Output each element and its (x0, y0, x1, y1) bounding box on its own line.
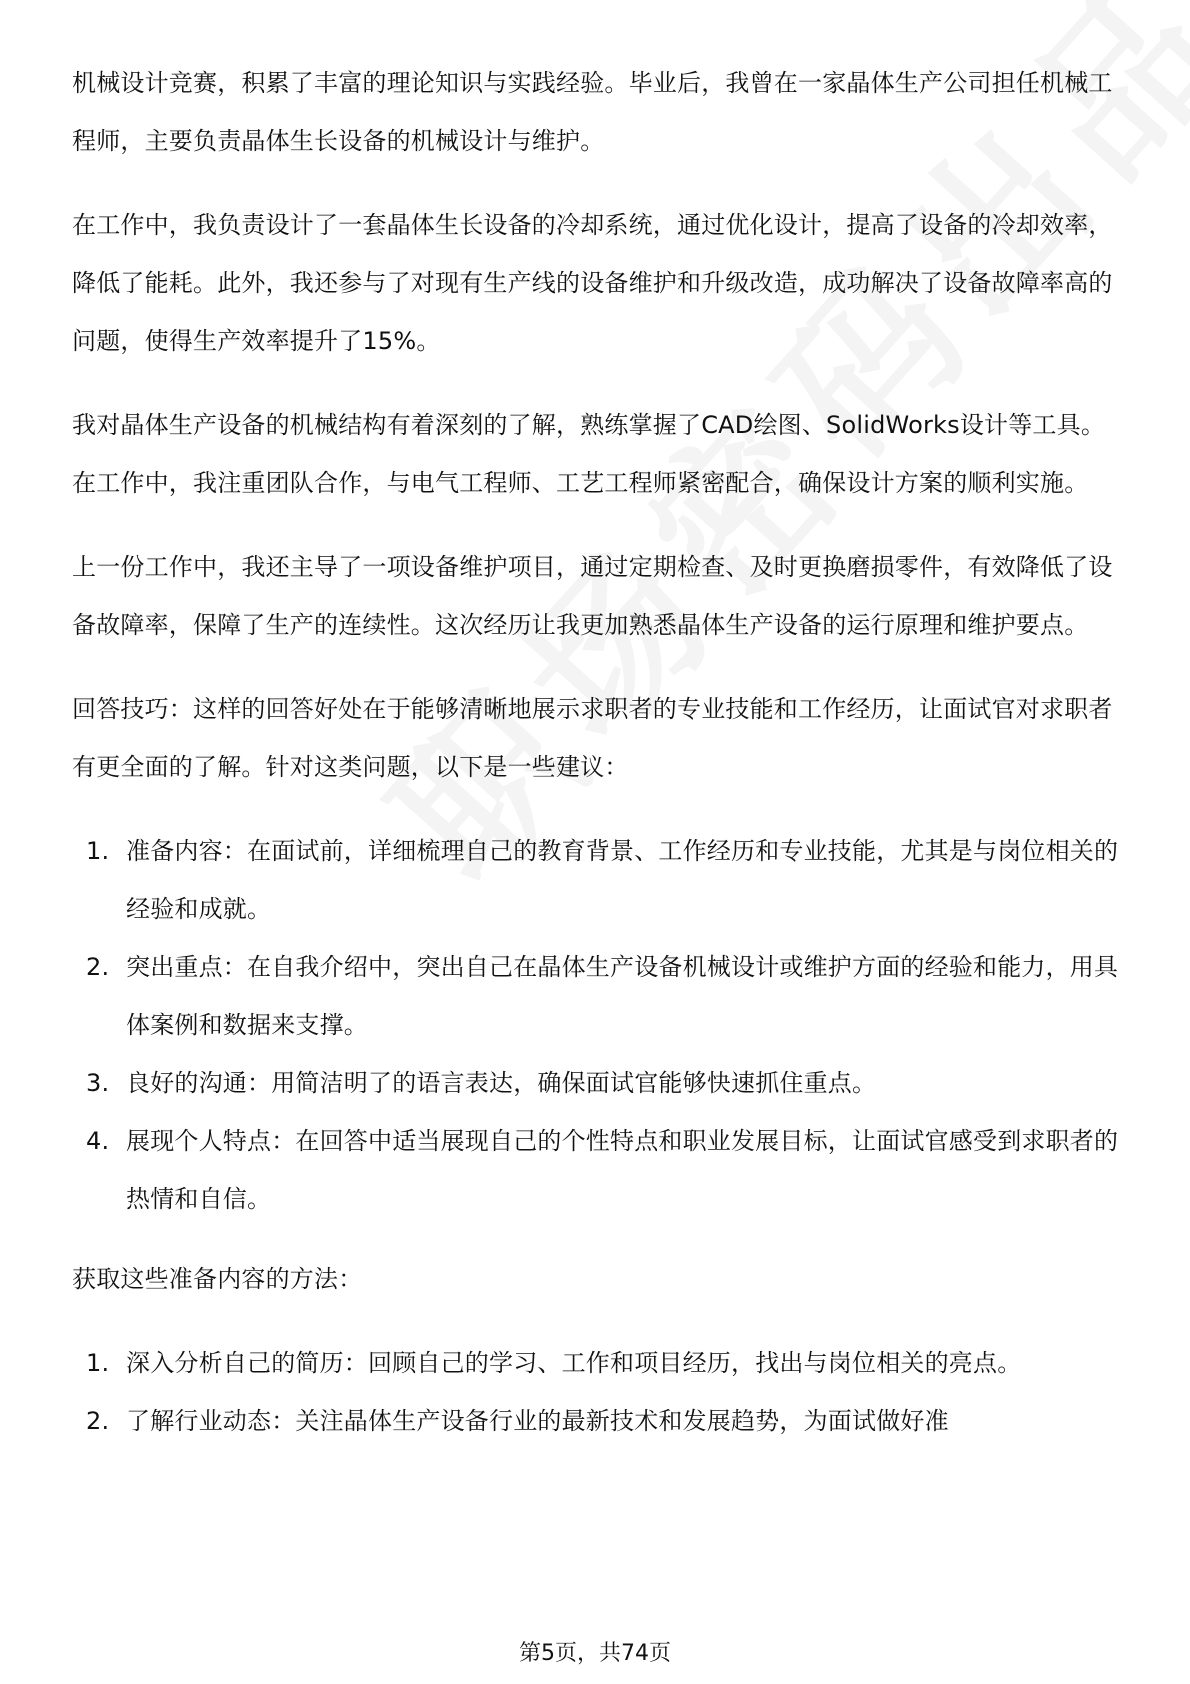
list-number: 1. (86, 1349, 110, 1377)
list-item (72, 1392, 1122, 1450)
answer-tips-paragraph: 回答技巧：这样的回答好处在于能够清晰地展示求职者的专业技能和工作经历，让面试官对求职者有更全面的了解。针对这类问题，以下是一些建议： (72, 695, 1113, 781)
list-number: 3. (86, 1069, 110, 1097)
list-number: 2. (86, 1407, 110, 1435)
list-item (72, 1054, 1122, 1112)
page-content (72, 54, 1122, 1472)
list-number: 1. (86, 837, 110, 865)
paragraph: 在工作中，我负责设计了一套晶体生长设备的冷却系统，通过优化设计，提高了设备的冷却效率，降低了能耗。此外，我还参与了对现有生产线的设备维护和升级改造，成功解决了设备故障率高的问题，使得生产效率提升了15%。 (72, 211, 1113, 355)
list-number: 2. (86, 953, 110, 981)
paragraph: 机械设计竞赛，积累了丰富的理论知识与实践经验。毕业后，我曾在一家晶体生产公司担任机械工程师，主要负责晶体生长设备的机械设计与维护。 (72, 69, 1113, 155)
list-item-text: 展现个人特点：在回答中适当展现自己的个性特点和职业发展目标，让面试官感受到求职者的热情和自信。 (126, 1127, 1119, 1213)
method-list (72, 1334, 1122, 1450)
list-item (72, 938, 1122, 1054)
paragraph: 我对晶体生产设备的机械结构有着深刻的了解，熟练掌握了CAD绘图、SolidWorks设计等工具。在工作中，我注重团队合作，与电气工程师、工艺工程师紧密配合，确保设计方案的顺利实施。 (72, 411, 1106, 497)
section-heading: 获取这些准备内容的方法： (72, 1265, 363, 1293)
list-item-text: 良好的沟通：用简洁明了的语言表达，确保面试官能够快速抓住重点。 (126, 1069, 877, 1097)
list-item-text: 了解行业动态：关注晶体生产设备行业的最新技术和发展趋势，为面试做好准 (126, 1407, 949, 1435)
list-number: 4. (86, 1127, 110, 1155)
list-item-text: 深入分析自己的简历：回顾自己的学习、工作和项目经历，找出与岗位相关的亮点。 (126, 1349, 1022, 1377)
list-item (72, 1334, 1122, 1392)
list-item-text: 突出重点：在自我介绍中，突出自己在晶体生产设备机械设计或维护方面的经验和能力，用具体案例和数据来支撑。 (126, 953, 1119, 1039)
suggestion-list (72, 822, 1122, 1228)
list-item-text: 准备内容：在面试前，详细梳理自己的教育背景、工作经历和专业技能，尤其是与岗位相关的经验和成就。 (126, 837, 1119, 923)
page-number-footer: 第5页，共74页 (519, 1641, 671, 1666)
paragraph: 上一份工作中，我还主导了一项设备维护项目，通过定期检查、及时更换磨损零件，有效降低了设备故障率，保障了生产的连续性。这次经历让我更加熟悉晶体生产设备的运行原理和维护要点。 (72, 553, 1113, 639)
list-item (72, 822, 1122, 938)
list-item (72, 1112, 1122, 1228)
